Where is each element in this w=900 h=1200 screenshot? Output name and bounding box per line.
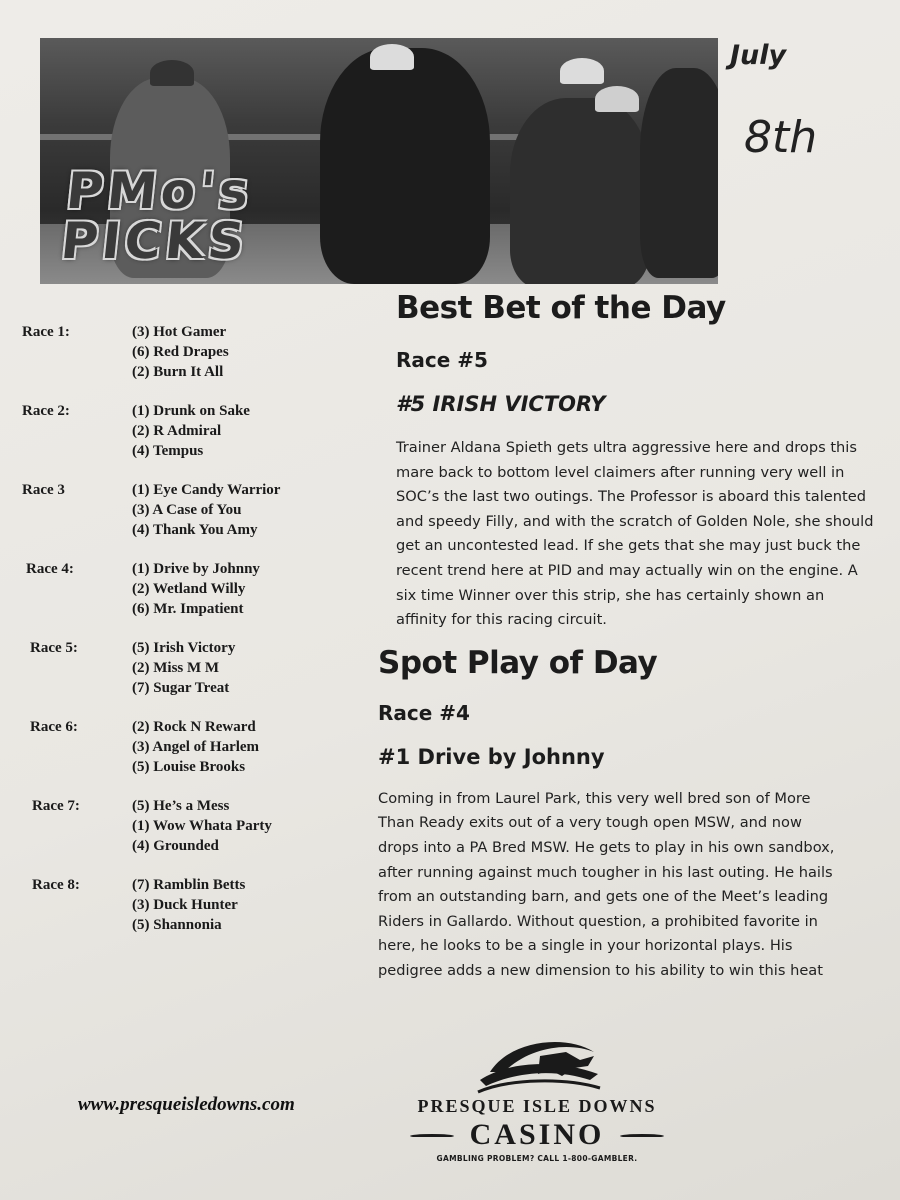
best-bet-line: six time Winner over this strip, she has certainly shown an	[396, 586, 825, 604]
spot-play-line: Riders in Gallardo. Without question, a prohibited favorite in	[378, 912, 818, 930]
spot-play-line: from an outstanding barn, and gets one of the Meet’s leading	[378, 888, 829, 906]
pick-item: (3) A Case of You	[132, 502, 242, 518]
race-entry	[22, 401, 362, 480]
spot-play-heading: Spot Play of Day	[378, 644, 658, 681]
pick-item: (4) Thank You Amy	[132, 522, 258, 538]
banner-title-line2: PICKS	[58, 212, 252, 270]
pick-item: (2) R Admiral	[132, 423, 222, 439]
race-entry	[22, 875, 362, 954]
pick-item: (3) Angel of Harlem	[132, 739, 260, 755]
race-entry	[22, 638, 362, 717]
pick-item: (6) Mr. Impatient	[132, 601, 244, 617]
race-label: Race 2:	[22, 403, 70, 419]
pick-item: (2) Miss M M	[132, 660, 220, 676]
race-picks	[132, 559, 260, 619]
horse-silhouette	[510, 98, 650, 284]
pick-item: (6) Red Drapes	[132, 344, 229, 360]
best-bet-line: and speedy Filly, and with the scratch of Golden Nole, she should	[396, 512, 874, 530]
gambling-warning: GAMBLING PROBLEM? CALL 1-800-GAMBLER.	[436, 1154, 638, 1163]
best-bet-line: get an uncontested lead. If she gets that she may just buck the	[396, 537, 861, 555]
analysis-column	[378, 288, 878, 984]
race-label: Race 6:	[30, 719, 78, 735]
race-label: Race 5:	[30, 640, 78, 656]
pick-item: (5) Louise Brooks	[132, 759, 246, 775]
best-bet-line: recent trend here at PID and may actually win on the engine. A	[396, 561, 858, 579]
race-label: Race 3	[22, 482, 65, 498]
running-horse-icon	[470, 1030, 606, 1102]
pick-item: (3) Duck Hunter	[132, 897, 238, 913]
race-picks	[132, 322, 229, 382]
race-label: Race 8:	[32, 877, 80, 893]
pick-item: (4) Grounded	[132, 838, 219, 854]
pick-item: (1) Drive by Johnny	[132, 561, 260, 577]
spot-play-line: Coming in from Laurel Park, this very well bred son of More	[378, 789, 811, 807]
race-label: Race 7:	[32, 798, 80, 814]
race-entry	[22, 322, 362, 401]
horse-silhouette	[640, 68, 718, 278]
race-picks	[132, 717, 259, 777]
pick-item: (7) Sugar Treat	[132, 680, 230, 696]
spot-play-line: pedigree adds a new dimension to his ability to win this heat	[378, 961, 823, 979]
best-bet-race: Race #5	[396, 348, 488, 372]
best-bet-line: Trainer Aldana Spieth gets ultra aggressive here and drops this	[396, 439, 857, 456]
best-bet-line: mare back to bottom level claimers after running very well in	[396, 463, 845, 481]
pick-item: (2) Burn It All	[132, 364, 224, 380]
jockey-helmet	[370, 44, 414, 70]
race-picks	[132, 796, 272, 856]
race-picks	[132, 875, 245, 935]
pick-item: (1) Wow Whata Party	[132, 818, 272, 834]
race-picks	[132, 638, 235, 698]
race-entry	[22, 717, 362, 796]
logo-casino: CASINO	[469, 1118, 605, 1151]
best-bet-line: SOC’s the last two outings. The Professor is aboard this talented	[396, 488, 866, 506]
race-picks	[132, 401, 250, 461]
jockey-helmet	[150, 60, 194, 86]
header-banner-photo	[40, 38, 718, 284]
best-bet-heading: Best Bet of the Day	[396, 290, 726, 326]
pick-item: (2) Wetland Willy	[132, 581, 246, 597]
best-bet-analysis	[396, 436, 878, 633]
jockey-helmet	[560, 58, 604, 84]
pick-item: (2) Rock N Reward	[132, 719, 256, 735]
race-label: Race 1:	[22, 324, 70, 340]
pick-item: (5) Irish Victory	[132, 640, 236, 656]
date-day: 8th	[744, 112, 818, 163]
logo-name: PRESQUE ISLE DOWNS	[417, 1096, 657, 1116]
spot-play-line: here, he looks to be a single in your horizontal plays. His	[378, 937, 793, 955]
spot-play-race: Race #4	[378, 700, 470, 725]
banner-title-line1: PMo's	[63, 162, 256, 220]
race-picks-list	[22, 322, 362, 954]
pick-item: (4) Tempus	[132, 443, 204, 459]
best-bet-horse: #5 IRISH VICTORY	[396, 392, 606, 416]
pick-item: (5) Shannonia	[132, 917, 222, 933]
race-label: Race 4:	[26, 561, 74, 577]
pick-item: (5) He’s a Mess	[132, 798, 230, 814]
banner-title	[58, 162, 400, 270]
spot-play-line: Than Ready exits out of a very tough open MSW, and now	[378, 814, 802, 832]
spot-play-analysis	[378, 787, 878, 984]
casino-logo	[404, 1030, 670, 1170]
pick-item: (1) Eye Candy Warrior	[132, 482, 281, 498]
pick-item: (1) Drunk on Sake	[132, 403, 250, 419]
pick-item: (3) Hot Gamer	[132, 324, 227, 340]
logo-swoosh	[620, 1134, 664, 1138]
race-picks	[132, 480, 280, 540]
spot-play-line: after running against much tougher in his last outing. He hails	[378, 863, 833, 881]
best-bet-line: affinity for this racing circuit.	[396, 611, 607, 629]
website-url: www.presqueisledowns.com	[78, 1094, 295, 1115]
race-entry	[22, 480, 362, 559]
jockey-helmet	[595, 86, 639, 112]
date-month: July	[730, 40, 787, 71]
spot-play-line: drops into a PA Bred MSW. He gets to play in his own sandbox,	[378, 838, 835, 856]
spot-play-horse: #1 Drive by Johnny	[378, 744, 605, 769]
pick-item: (7) Ramblin Betts	[132, 877, 246, 893]
race-entry	[22, 559, 362, 638]
race-entry	[22, 796, 362, 875]
